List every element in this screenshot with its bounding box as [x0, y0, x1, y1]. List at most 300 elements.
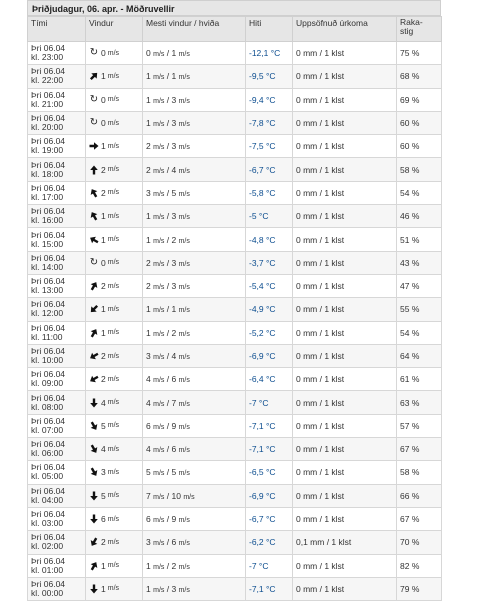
- gust-unit: m/s: [178, 284, 190, 292]
- time-cell: [28, 507, 86, 530]
- table-title: Þriðjudagur, 06. apr. - Möðruvellir: [27, 0, 441, 16]
- max-wind-unit: m/s: [153, 517, 165, 525]
- separator: /: [164, 351, 172, 361]
- gust-unit: m/s: [178, 540, 190, 548]
- max-wind-value: 5: [146, 467, 151, 478]
- table-row: [28, 181, 442, 204]
- wind-cell: [86, 135, 143, 158]
- col-header-max-wind: Mesti vindur / hviða: [143, 17, 246, 42]
- max-wind-value: 6: [146, 420, 151, 431]
- precipitation-cell: 0 mm / 1 klst: [293, 205, 397, 228]
- separator: /: [164, 94, 172, 105]
- precipitation-cell: 0 mm / 1 klst: [293, 414, 397, 437]
- humidity-cell: 58 %: [397, 158, 442, 181]
- wind-unit: m/s: [107, 399, 120, 407]
- temperature-cell: -3,7 °C: [246, 251, 293, 274]
- precipitation-cell: 0 mm / 1 klst: [293, 577, 397, 600]
- precipitation-cell: 0 mm / 1 klst: [293, 158, 397, 181]
- temperature-cell: -7,1 °C: [246, 414, 293, 437]
- row-date: Þri 06.04: [31, 252, 66, 263]
- table-row: [28, 88, 442, 111]
- gust-value: 10: [171, 490, 181, 501]
- temperature-cell: -6,7 °C: [246, 507, 293, 530]
- wind-direction-arrow-icon: [89, 235, 99, 245]
- time-cell: [28, 554, 86, 577]
- wind-speed: 1: [101, 583, 106, 594]
- time-cell: [28, 88, 86, 111]
- wind-direction-arrow-icon: [89, 165, 99, 175]
- max-wind-unit: m/s: [153, 423, 165, 431]
- humidity-cell: 66 %: [397, 484, 442, 507]
- wind-direction-arrow-icon: [89, 374, 99, 384]
- gust-value: 5: [171, 187, 177, 198]
- max-wind-value: 1: [146, 583, 151, 594]
- wind-value: [89, 491, 139, 501]
- max-wind-value: 1: [146, 211, 151, 222]
- wind-value: [89, 48, 139, 58]
- humidity-cell: 67 %: [397, 507, 442, 530]
- gust-unit: m/s: [178, 586, 190, 594]
- table-row: [28, 484, 442, 507]
- wind-direction-arrow-icon: [89, 351, 99, 361]
- wind-value: [89, 118, 139, 128]
- wind-value: [89, 211, 139, 221]
- row-date: Þri 06.04: [31, 66, 66, 77]
- wind-unit: m/s: [107, 212, 120, 220]
- max-wind-value: 1: [146, 560, 151, 571]
- wind-unit: m/s: [107, 305, 120, 313]
- row-date: Þri 06.04: [31, 43, 66, 54]
- row-date: Þri 06.04: [31, 555, 66, 566]
- separator: /: [164, 490, 172, 501]
- max-wind-unit: m/s: [153, 447, 165, 455]
- gust-value: 3: [171, 94, 177, 105]
- max-wind-unit: m/s: [153, 330, 165, 338]
- max-wind-value: 4: [146, 374, 151, 385]
- wind-unit: m/s: [107, 422, 120, 430]
- max-wind-value: 1: [146, 234, 151, 245]
- gust-value: 2: [171, 327, 177, 338]
- row-time: kl. 03:00: [31, 518, 64, 529]
- wind-cell: [86, 181, 143, 204]
- separator: /: [164, 304, 172, 315]
- time-cell: [28, 181, 86, 204]
- wind-value: [89, 165, 139, 175]
- precipitation-cell: 0 mm / 1 klst: [293, 42, 397, 65]
- gust-value: 4: [171, 164, 177, 175]
- separator: /: [164, 327, 172, 338]
- precipitation-cell: 0 mm / 1 klst: [293, 391, 397, 414]
- row-date: Þri 06.04: [31, 206, 66, 217]
- wind-unit: m/s: [107, 375, 120, 383]
- wind-speed: 1: [101, 71, 106, 82]
- wind-speed: 3: [101, 467, 106, 478]
- row-time: kl. 15:00: [31, 238, 64, 249]
- separator: /: [164, 211, 172, 222]
- wind-unit: m/s: [107, 329, 120, 337]
- max-wind-cell: [143, 461, 246, 484]
- wind-speed: 1: [101, 327, 106, 338]
- max-wind-unit: m/s: [153, 74, 165, 82]
- row-date: Þri 06.04: [31, 415, 66, 426]
- gust-value: 2: [171, 560, 177, 571]
- row-date: Þri 06.04: [31, 299, 66, 310]
- precipitation-cell: 0,1 mm / 1 klst: [293, 531, 397, 554]
- wind-unit: m/s: [107, 562, 120, 570]
- time-cell: [28, 344, 86, 367]
- row-time: kl. 05:00: [31, 471, 64, 482]
- wind-speed: 2: [101, 164, 106, 175]
- wind-cell: [86, 321, 143, 344]
- wind-direction-arrow-icon: [89, 584, 99, 594]
- separator: /: [164, 420, 172, 431]
- temperature-cell: -5,4 °C: [246, 274, 293, 297]
- max-wind-cell: [143, 507, 246, 530]
- col-header-temp: Hiti: [246, 17, 293, 42]
- table-row: [28, 158, 442, 181]
- humidity-cell: 51 %: [397, 228, 442, 251]
- max-wind-cell: [143, 438, 246, 461]
- row-time: kl. 20:00: [31, 122, 64, 133]
- table-row: [28, 135, 442, 158]
- precipitation-cell: 0 mm / 1 klst: [293, 88, 397, 111]
- max-wind-unit: m/s: [153, 540, 165, 548]
- row-time: kl. 17:00: [31, 191, 64, 202]
- wind-unit: m/s: [107, 492, 120, 500]
- max-wind-unit: m/s: [153, 237, 165, 245]
- wind-speed: 6: [101, 514, 106, 525]
- table-row: [28, 251, 442, 274]
- humidity-cell: 63 %: [397, 391, 442, 414]
- max-wind-cell: [143, 484, 246, 507]
- temperature-cell: -7,1 °C: [246, 438, 293, 461]
- gust-unit: m/s: [178, 237, 190, 245]
- max-wind-value: 2: [146, 257, 151, 268]
- separator: /: [164, 164, 172, 175]
- wind-unit: m/s: [107, 96, 120, 104]
- max-wind-unit: m/s: [153, 167, 165, 175]
- humidity-cell: 57 %: [397, 414, 442, 437]
- time-cell: [28, 461, 86, 484]
- wind-unit: m/s: [107, 515, 120, 523]
- temperature-cell: -6,9 °C: [246, 484, 293, 507]
- gust-value: 3: [171, 257, 177, 268]
- wind-cell: [86, 438, 143, 461]
- humidity-cell: 64 %: [397, 344, 442, 367]
- wind-direction-arrow-icon: [89, 491, 99, 501]
- wind-speed: 2: [101, 281, 106, 292]
- gust-value: 9: [171, 514, 177, 525]
- separator: /: [164, 374, 172, 385]
- wind-value: [89, 514, 139, 524]
- max-wind-cell: [143, 554, 246, 577]
- separator: /: [164, 537, 172, 548]
- wind-speed: 5: [101, 420, 106, 431]
- calm-wind-icon: ↻: [89, 256, 99, 268]
- wind-cell: [86, 391, 143, 414]
- precipitation-cell: 0 mm / 1 klst: [293, 554, 397, 577]
- max-wind-unit: m/s: [153, 493, 165, 501]
- separator: /: [164, 257, 172, 268]
- row-time: kl. 18:00: [31, 168, 64, 179]
- wind-speed: 2: [101, 351, 106, 361]
- table-row: [28, 461, 442, 484]
- separator: /: [164, 467, 172, 478]
- time-cell: [28, 274, 86, 297]
- wind-cell: [86, 205, 143, 228]
- max-wind-cell: [143, 135, 246, 158]
- wind-unit: m/s: [107, 49, 120, 57]
- observation-table: [27, 16, 442, 601]
- max-wind-value: 4: [146, 397, 151, 408]
- wind-direction-arrow-icon: [89, 537, 99, 547]
- wind-cell: [86, 507, 143, 530]
- wind-speed: 0: [101, 118, 106, 129]
- row-date: Þri 06.04: [31, 113, 66, 124]
- gust-unit: m/s: [178, 260, 190, 268]
- wind-cell: [86, 274, 143, 297]
- humidity-cell: 60 %: [397, 111, 442, 134]
- separator: /: [164, 48, 172, 59]
- max-wind-unit: m/s: [153, 400, 165, 408]
- wind-speed: 4: [101, 397, 106, 408]
- table-row: [28, 554, 442, 577]
- gust-unit: m/s: [178, 354, 190, 361]
- precipitation-cell: 0 mm / 1 klst: [293, 181, 397, 204]
- humidity-cell: 43 %: [397, 251, 442, 274]
- wind-unit: m/s: [107, 538, 120, 546]
- wind-speed: 1: [101, 560, 106, 571]
- gust-value: 4: [171, 351, 177, 361]
- max-wind-value: 4: [146, 444, 151, 455]
- temperature-cell: -6,2 °C: [246, 531, 293, 554]
- max-wind-unit: m/s: [153, 377, 165, 385]
- gust-unit: m/s: [178, 377, 190, 385]
- wind-cell: [86, 461, 143, 484]
- table-row: [28, 531, 442, 554]
- gust-unit: m/s: [183, 493, 195, 501]
- time-cell: [28, 65, 86, 88]
- max-wind-value: 1: [146, 327, 151, 338]
- max-wind-cell: [143, 158, 246, 181]
- wind-value: [89, 351, 139, 361]
- time-cell: [28, 111, 86, 134]
- row-date: Þri 06.04: [31, 89, 66, 100]
- separator: /: [164, 514, 172, 525]
- wind-value: [89, 258, 139, 268]
- temperature-cell: -4,8 °C: [246, 228, 293, 251]
- table-row: [28, 391, 442, 414]
- humidity-cell: 67 %: [397, 438, 442, 461]
- max-wind-unit: m/s: [153, 307, 165, 315]
- wind-cell: [86, 251, 143, 274]
- max-wind-cell: [143, 88, 246, 111]
- separator: /: [164, 141, 172, 152]
- header-row: [28, 17, 442, 42]
- precipitation-cell: 0 mm / 1 klst: [293, 65, 397, 88]
- wind-cell: [86, 111, 143, 134]
- max-wind-unit: m/s: [153, 586, 165, 594]
- wind-direction-arrow-icon: [89, 421, 99, 431]
- wind-unit: m/s: [107, 119, 120, 127]
- gust-value: 2: [171, 234, 177, 245]
- separator: /: [164, 444, 172, 455]
- temperature-cell: -12,1 °C: [246, 42, 293, 65]
- wind-speed: 1: [101, 211, 106, 222]
- wind-unit: m/s: [107, 352, 120, 360]
- max-wind-unit: m/s: [153, 563, 165, 571]
- row-time: kl. 04:00: [31, 494, 64, 505]
- gust-value: 3: [171, 211, 177, 222]
- gust-unit: m/s: [178, 144, 190, 152]
- temperature-cell: -9,5 °C: [246, 65, 293, 88]
- wind-unit: m/s: [107, 166, 120, 174]
- humidity-cell: 54 %: [397, 181, 442, 204]
- humidity-cell: 69 %: [397, 88, 442, 111]
- wind-direction-arrow-icon: [89, 188, 99, 198]
- table-row: [28, 344, 442, 367]
- precipitation-cell: 0 mm / 1 klst: [293, 228, 397, 251]
- max-wind-cell: [143, 205, 246, 228]
- row-date: Þri 06.04: [31, 462, 66, 473]
- table-row: [28, 65, 442, 88]
- max-wind-cell: [143, 42, 246, 65]
- gust-value: 9: [171, 420, 177, 431]
- wind-value: [89, 188, 139, 198]
- temperature-cell: -9,4 °C: [246, 88, 293, 111]
- gust-unit: m/s: [178, 330, 190, 338]
- separator: /: [164, 71, 172, 82]
- col-header-precip: Uppsöfnuð úrkoma: [293, 17, 397, 42]
- time-cell: [28, 321, 86, 344]
- wind-unit: m/s: [107, 282, 120, 290]
- gust-unit: m/s: [178, 517, 190, 525]
- precipitation-cell: 0 mm / 1 klst: [293, 274, 397, 297]
- precipitation-cell: 0 mm / 1 klst: [293, 344, 397, 367]
- wind-value: [89, 95, 139, 105]
- max-wind-cell: [143, 228, 246, 251]
- humidity-cell: 54 %: [397, 321, 442, 344]
- table-row: [28, 205, 442, 228]
- gust-unit: m/s: [178, 51, 190, 59]
- time-cell: [28, 228, 86, 251]
- wind-cell: [86, 158, 143, 181]
- time-cell: [28, 438, 86, 461]
- row-time: kl. 02:00: [31, 541, 64, 552]
- table-row: [28, 577, 442, 600]
- max-wind-cell: [143, 251, 246, 274]
- wind-cell: [86, 228, 143, 251]
- wind-unit: m/s: [107, 445, 120, 453]
- time-cell: [28, 391, 86, 414]
- col-header-time: Tími: [28, 17, 86, 42]
- temperature-cell: -6,5 °C: [246, 461, 293, 484]
- wind-unit: m/s: [107, 259, 120, 267]
- humidity-cell: 55 %: [397, 298, 442, 321]
- time-cell: [28, 368, 86, 391]
- gust-value: 6: [171, 537, 177, 548]
- wind-value: [89, 561, 139, 571]
- wind-unit: m/s: [107, 236, 120, 244]
- humidity-cell: 47 %: [397, 274, 442, 297]
- row-date: Þri 06.04: [31, 439, 66, 450]
- wind-unit: m/s: [107, 189, 120, 197]
- max-wind-cell: [143, 274, 246, 297]
- max-wind-unit: m/s: [153, 470, 165, 478]
- row-date: Þri 06.04: [31, 369, 66, 380]
- temperature-cell: -6,4 °C: [246, 368, 293, 391]
- max-wind-value: 1: [146, 118, 151, 129]
- wind-unit: m/s: [107, 585, 120, 593]
- temperature-cell: -7,1 °C: [246, 577, 293, 600]
- row-date: Þri 06.04: [31, 392, 66, 403]
- max-wind-value: 2: [146, 141, 151, 152]
- max-wind-cell: [143, 391, 246, 414]
- gust-value: 3: [171, 118, 177, 129]
- wind-cell: [86, 65, 143, 88]
- wind-unit: m/s: [107, 142, 120, 150]
- max-wind-unit: m/s: [153, 144, 165, 152]
- wind-cell: [86, 414, 143, 437]
- gust-value: 3: [171, 281, 177, 292]
- precipitation-cell: 0 mm / 1 klst: [293, 461, 397, 484]
- wind-cell: [86, 531, 143, 554]
- row-time: kl. 13:00: [31, 285, 64, 296]
- max-wind-unit: m/s: [153, 354, 165, 361]
- wind-direction-arrow-icon: [89, 398, 99, 408]
- row-date: Þri 06.04: [31, 322, 66, 333]
- wind-value: [89, 421, 139, 431]
- wind-speed: 2: [101, 537, 106, 548]
- gust-value: 1: [171, 304, 177, 315]
- max-wind-value: 1: [146, 304, 151, 315]
- table-row: [28, 42, 442, 65]
- max-wind-value: 3: [146, 351, 151, 361]
- time-cell: [28, 577, 86, 600]
- wind-direction-arrow-icon: [89, 71, 99, 81]
- row-time: kl. 01:00: [31, 564, 64, 575]
- table-row: [28, 321, 442, 344]
- max-wind-unit: m/s: [153, 51, 165, 59]
- row-date: Þri 06.04: [31, 136, 66, 147]
- precipitation-cell: 0 mm / 1 klst: [293, 298, 397, 321]
- table-row: [28, 111, 442, 134]
- wind-speed: 1: [101, 234, 106, 245]
- gust-unit: m/s: [178, 307, 190, 315]
- max-wind-unit: m/s: [153, 284, 165, 292]
- row-date: Þri 06.04: [31, 509, 66, 520]
- wind-cell: [86, 577, 143, 600]
- wind-speed: 0: [101, 257, 106, 268]
- separator: /: [164, 281, 172, 292]
- humidity-cell: 75 %: [397, 42, 442, 65]
- max-wind-cell: [143, 531, 246, 554]
- row-date: Þri 06.04: [31, 532, 66, 543]
- row-time: kl. 07:00: [31, 424, 64, 435]
- wind-value: [89, 141, 139, 151]
- gust-unit: m/s: [178, 74, 190, 82]
- humidity-cell: 58 %: [397, 461, 442, 484]
- row-time: kl. 14:00: [31, 261, 64, 272]
- wind-unit: m/s: [107, 468, 120, 476]
- wind-value: [89, 71, 139, 81]
- time-cell: [28, 205, 86, 228]
- wind-value: [89, 537, 139, 547]
- max-wind-unit: m/s: [153, 214, 165, 222]
- row-time: kl. 19:00: [31, 145, 64, 156]
- temperature-cell: -6,7 °C: [246, 158, 293, 181]
- wind-value: [89, 304, 139, 314]
